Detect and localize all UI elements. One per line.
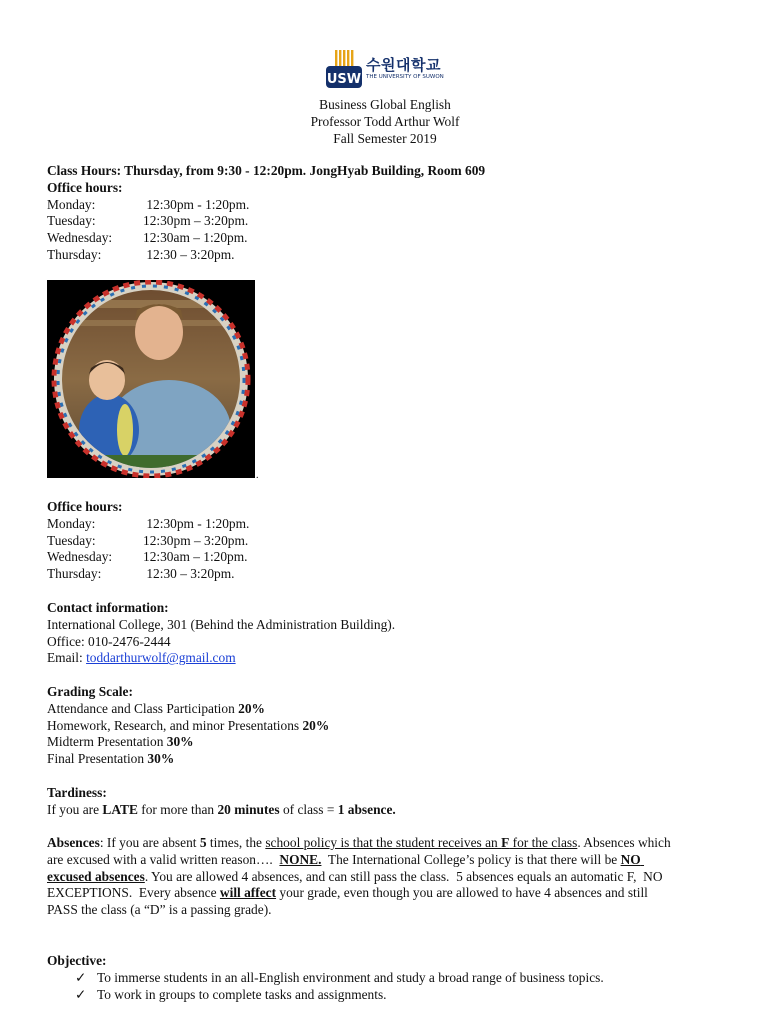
tardiness-title: Tardiness: — [47, 785, 107, 800]
objective-title: Objective: — [47, 953, 107, 968]
office-hours-row: Wednesday: 12:30am – 1:20pm. — [47, 230, 248, 246]
grading-title: Grading Scale: — [47, 684, 133, 699]
office-hours-row: Monday: 12:30pm - 1:20pm. — [47, 515, 250, 531]
photo-trailing-period: . — [256, 470, 259, 481]
university-korean-name: 수원대학교 — [366, 56, 441, 74]
usw-emblem-icon — [326, 50, 362, 88]
contact-office-phone: Office: 010-2476-2444 — [47, 633, 171, 649]
document-header — [0, 96, 770, 147]
university-english-name: THE UNIVERSITY OF SUWON — [366, 74, 444, 80]
office-hours-title: Office hours: — [47, 179, 123, 195]
checkmark-icon: ✓ — [75, 986, 87, 1002]
course-title: Business Global English — [319, 97, 451, 112]
grading-section — [47, 684, 747, 768]
grading-item: Attendance and Class Participation 20% — [47, 700, 265, 716]
contact-title: Contact information: — [47, 600, 169, 615]
professor-photo — [47, 280, 255, 478]
contact-location: International College, 301 (Behind the Administration Building). — [47, 616, 396, 632]
email-label: Email: — [47, 650, 87, 666]
office-hours-row: Thursday: 12:30 – 3:20pm. — [47, 246, 235, 262]
email-link[interactable]: toddarthurwolf@gmail.com — [86, 650, 236, 666]
office-hours-section — [47, 499, 747, 583]
office-hours-row: Tuesday: 12:30pm – 3:20pm. — [47, 213, 249, 229]
tardiness-text: If you are LATE for more than 20 minutes of class = 1 absence. — [47, 801, 396, 817]
schedule-section — [47, 163, 747, 264]
office-hours-row: Monday: 12:30pm - 1:20pm. — [47, 196, 250, 212]
absences-section — [47, 835, 675, 919]
contact-section — [47, 600, 747, 667]
office-hours-title: Office hours: — [47, 499, 123, 514]
tardiness-section — [47, 785, 747, 819]
office-hours-row: Wednesday: 12:30am – 1:20pm. — [47, 549, 248, 565]
office-hours-row: Tuesday: 12:30pm – 3:20pm. — [47, 532, 249, 548]
office-hours-row: Thursday: 12:30 – 3:20pm. — [47, 566, 235, 582]
checkmark-icon: ✓ — [75, 969, 87, 985]
grading-item: Midterm Presentation 30% — [47, 734, 194, 750]
objective-section — [47, 953, 747, 1003]
absences-paragraph: Absences: If you are absent 5 times, the school policy is that the student receives an F for the class. Absences which are excused with a valid written reason…. NONE. The International College’s policy is that there will be NO excused absences. You are allowed 4 absences, and can still pass the class. 5 absences equals an automatic F, NO EXCEPTIONS. Every absence will affect your grade, even though you are allowed to have 4 absences and still PASS the class (a “D” is a passing grade). — [47, 835, 675, 918]
svg-text:USW: USW — [326, 72, 362, 87]
semester: Fall Semester 2019 — [333, 131, 437, 146]
objective-item: ✓ To immerse students in an all-English environment and study a broad range of business topics. — [75, 969, 604, 985]
professor-name: Professor Todd Arthur Wolf — [310, 114, 460, 129]
grading-item: Homework, Research, and minor Presentations 20% — [47, 717, 330, 733]
grading-item: Final Presentation 30% — [47, 751, 175, 767]
class-hours: Class Hours: Thursday, from 9:30 - 12:20pm. JongHyab Building, Room 609 — [47, 163, 486, 178]
objective-item: ✓ To work in groups to complete tasks and assignments. — [75, 986, 387, 1002]
university-logo — [326, 50, 444, 88]
